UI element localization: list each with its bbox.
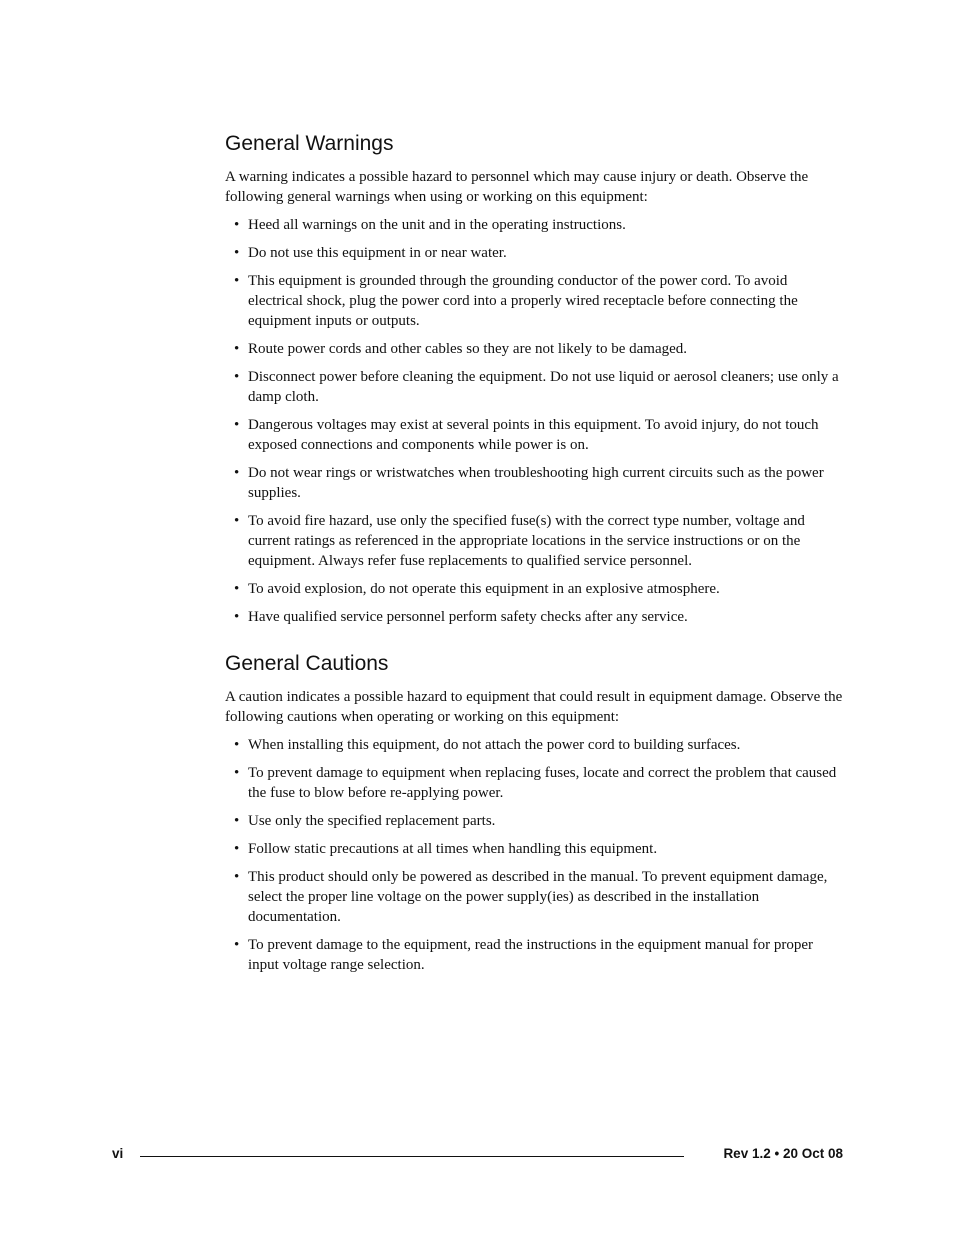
bullet-icon: • — [234, 273, 240, 289]
bullet-icon: • — [234, 737, 240, 753]
warning-text: Route power cords and other cables so they are not likely to be damaged. — [248, 341, 688, 357]
warning-item — [225, 367, 843, 407]
warning-item — [225, 339, 843, 359]
warning-text: Do not use this equipment in or near water. — [248, 245, 507, 261]
page-number: vi — [112, 1146, 124, 1161]
warning-text: Heed all warnings on the unit and in the operating instructions. — [248, 217, 626, 233]
cautions-heading: General Cautions — [225, 652, 389, 675]
warning-text: This equipment is grounded through the grounding conductor of the power cord. To avoid electrical shock, plug the power cord into a properly wired receptacle before connecting the equipment inputs or outputs. — [248, 273, 798, 329]
warning-text: Have qualified service personnel perform safety checks after any service. — [248, 609, 688, 625]
bullet-icon: • — [234, 341, 240, 357]
warning-item — [225, 271, 843, 331]
warning-text: Do not wear rings or wristwatches when troubleshooting high current circuits such as the power supplies. — [248, 465, 824, 501]
page-footer — [112, 1144, 843, 1164]
caution-text: Use only the specified replacement parts. — [248, 813, 496, 829]
warning-item — [225, 215, 843, 235]
bullet-icon: • — [234, 245, 240, 261]
warning-item — [225, 511, 843, 571]
warnings-list — [225, 215, 843, 627]
caution-text: When installing this equipment, do not attach the power cord to building surfaces. — [248, 737, 741, 753]
warning-item — [225, 415, 843, 455]
bullet-icon: • — [234, 417, 240, 433]
caution-item — [225, 735, 843, 755]
bullet-icon: • — [234, 813, 240, 829]
caution-text: To prevent damage to the equipment, read the instructions in the equipment manual for proper input voltage range selection. — [248, 937, 814, 973]
bullet-icon: • — [234, 581, 240, 597]
warning-item — [225, 579, 843, 599]
revision-label: Rev 1.2 • 20 Oct 08 — [723, 1146, 843, 1161]
bullet-icon: • — [234, 869, 240, 885]
caution-item — [225, 935, 843, 975]
caution-text: This product should only be powered as described in the manual. To prevent equipment damage, select the proper line voltage on the power supply(ies) as described in the installation documentation. — [248, 869, 828, 925]
caution-text: Follow static precautions at all times when handling this equipment. — [248, 841, 658, 857]
warning-item — [225, 463, 843, 503]
footer-rule — [140, 1156, 684, 1157]
bullet-icon: • — [234, 513, 240, 529]
bullet-icon: • — [234, 609, 240, 625]
warning-text: Dangerous voltages may exist at several points in this equipment. To avoid injury, do not touch exposed connections and components while power is on. — [248, 417, 819, 453]
cautions-intro: A caution indicates a possible hazard to equipment that could result in equipment damage. Observe the following cautions when operating or working on this equipment: — [225, 689, 843, 725]
caution-item — [225, 839, 843, 859]
warning-text: Disconnect power before cleaning the equipment. Do not use liquid or aerosol cleaners; use only a damp cloth. — [248, 369, 839, 405]
warning-text: To avoid explosion, do not operate this equipment in an explosive atmosphere. — [248, 581, 720, 597]
caution-text: To prevent damage to equipment when replacing fuses, locate and correct the problem that caused the fuse to blow before re-applying power. — [248, 765, 837, 801]
warning-item — [225, 607, 843, 627]
bullet-icon: • — [234, 465, 240, 481]
warnings-heading: General Warnings — [225, 132, 394, 155]
bullet-icon: • — [234, 841, 240, 857]
bullet-icon: • — [234, 765, 240, 781]
bullet-icon: • — [234, 937, 240, 953]
caution-item — [225, 763, 843, 803]
page-content — [225, 131, 843, 983]
bullet-icon: • — [234, 369, 240, 385]
warnings-intro: A warning indicates a possible hazard to personnel which may cause injury or death. Observe the following general warnings when using or working on this equipment: — [225, 169, 809, 205]
caution-item — [225, 867, 843, 927]
cautions-list — [225, 735, 843, 975]
bullet-icon: • — [234, 217, 240, 233]
warning-item — [225, 243, 843, 263]
warning-text: To avoid fire hazard, use only the specified fuse(s) with the correct type number, voltage and current ratings as referenced in the appropriate locations in the service instructions or on the equipment. Always refer fuse replacements to qualified service personnel. — [248, 513, 805, 569]
caution-item — [225, 811, 843, 831]
